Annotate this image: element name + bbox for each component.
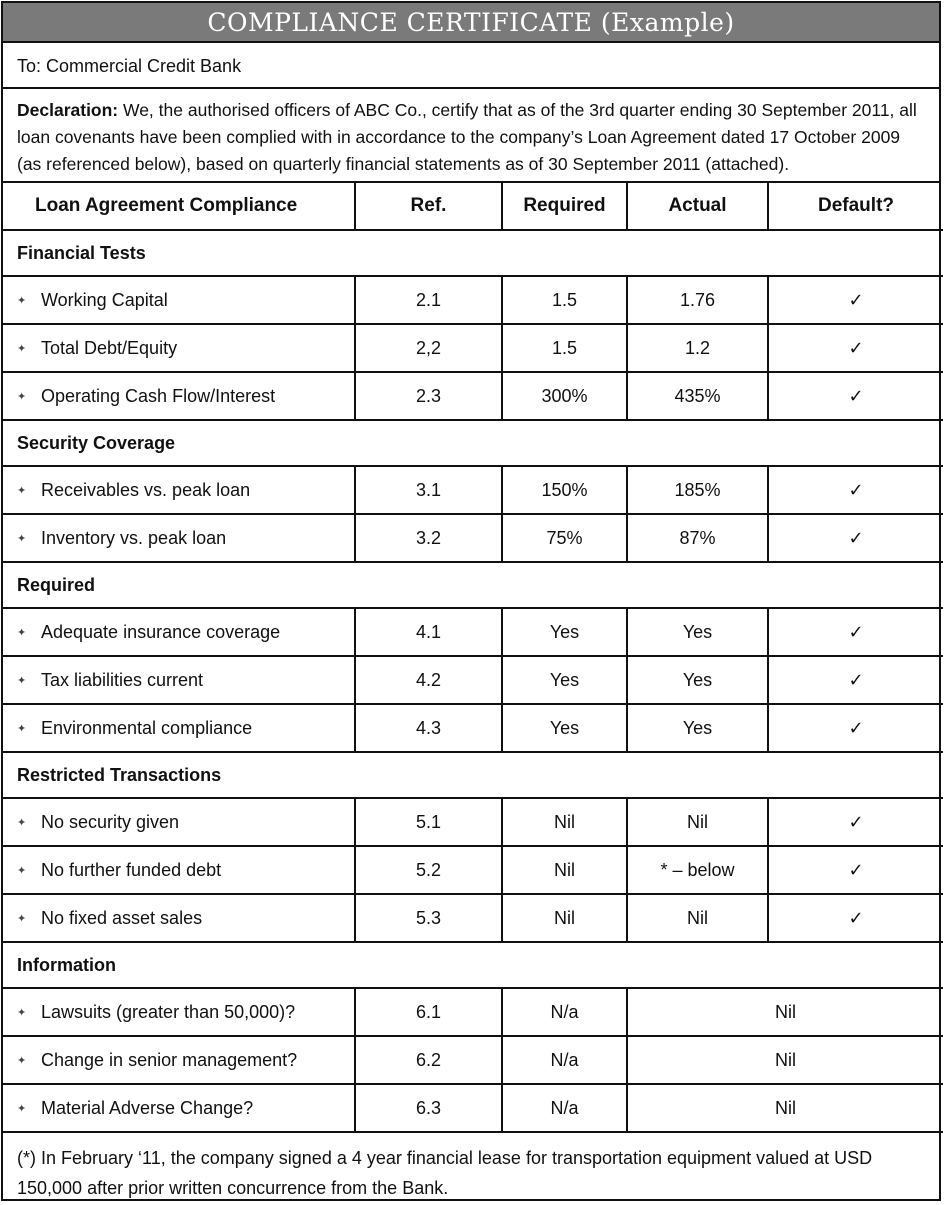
row-label: No security given (41, 811, 180, 832)
row-actual: * – below (627, 846, 768, 894)
header-ref: Ref. (355, 183, 502, 230)
diamond-bullet-icon: ✦ (17, 295, 27, 308)
row-label: Total Debt/Equity (41, 337, 178, 358)
table-row (3, 1084, 943, 1132)
row-default-check: ✓ (768, 704, 943, 752)
table-row (3, 656, 943, 704)
diamond-bullet-icon: ✦ (17, 485, 27, 498)
row-default-check: ✓ (768, 846, 943, 894)
diamond-bullet-icon: ✦ (17, 675, 27, 688)
diamond-bullet-icon: ✦ (17, 1007, 27, 1020)
row-ref: 4.3 (355, 704, 502, 752)
row-default-check: ✓ (768, 894, 943, 942)
row-default-check: ✓ (768, 798, 943, 846)
row-default-check: ✓ (768, 276, 943, 324)
row-default-check: ✓ (768, 466, 943, 514)
table-row (3, 1036, 943, 1084)
diamond-bullet-icon: ✦ (17, 1055, 27, 1068)
row-required: 1.5 (502, 276, 627, 324)
row-required: 300% (502, 372, 627, 420)
certificate-title: COMPLIANCE CERTIFICATE (Example) (3, 3, 939, 43)
diamond-bullet-icon: ✦ (17, 723, 27, 736)
table-row (3, 608, 943, 656)
row-required: Nil (502, 894, 627, 942)
row-actual-merged: Nil (627, 1036, 943, 1084)
row-actual: 1.76 (627, 276, 768, 324)
row-actual: Yes (627, 656, 768, 704)
row-required: N/a (502, 1084, 627, 1132)
diamond-bullet-icon: ✦ (17, 533, 27, 546)
diamond-bullet-icon: ✦ (17, 913, 27, 926)
row-ref: 6.1 (355, 988, 502, 1036)
diamond-bullet-icon: ✦ (17, 865, 27, 878)
row-label: Adequate insurance coverage (41, 621, 281, 642)
row-actual: 435% (627, 372, 768, 420)
row-required: Yes (502, 704, 627, 752)
row-required: Yes (502, 608, 627, 656)
row-label: Receivables vs. peak loan (41, 479, 251, 500)
row-required: Nil (502, 798, 627, 846)
row-actual: Nil (627, 894, 768, 942)
header-required: Required (502, 183, 627, 230)
row-actual-merged: Nil (627, 988, 943, 1036)
row-label: Environmental compliance (41, 717, 253, 738)
row-label: Working Capital (41, 289, 168, 310)
section-row (3, 420, 943, 466)
row-required: N/a (502, 1036, 627, 1084)
table-row (3, 988, 943, 1036)
row-ref: 2,2 (355, 324, 502, 372)
row-required: N/a (502, 988, 627, 1036)
row-actual: Yes (627, 704, 768, 752)
section-row (3, 230, 943, 276)
row-actual: 87% (627, 514, 768, 562)
to-line: To: Commercial Credit Bank (3, 43, 939, 89)
table-row (3, 466, 943, 514)
row-ref: 5.3 (355, 894, 502, 942)
row-required: 75% (502, 514, 627, 562)
section-financial-tests: Financial Tests (3, 230, 943, 276)
row-label: Tax liabilities current (41, 669, 204, 690)
row-ref: 3.2 (355, 514, 502, 562)
row-ref: 4.1 (355, 608, 502, 656)
header-compliance: Loan Agreement Compliance (3, 183, 355, 230)
table-row (3, 372, 943, 420)
diamond-bullet-icon: ✦ (17, 391, 27, 404)
row-ref: 6.2 (355, 1036, 502, 1084)
row-actual: Nil (627, 798, 768, 846)
row-actual-merged: Nil (627, 1084, 943, 1132)
row-required: 1.5 (502, 324, 627, 372)
row-label: Inventory vs. peak loan (41, 527, 227, 548)
row-default-check: ✓ (768, 324, 943, 372)
header-actual: Actual (627, 183, 768, 230)
row-label: Material Adverse Change? (41, 1097, 254, 1118)
section-security-coverage: Security Coverage (3, 420, 943, 466)
table-row (3, 894, 943, 942)
row-default-check: ✓ (768, 372, 943, 420)
row-ref: 5.1 (355, 798, 502, 846)
table-row (3, 324, 943, 372)
row-default-check: ✓ (768, 514, 943, 562)
section-information: Information (3, 942, 943, 988)
row-default-check: ✓ (768, 608, 943, 656)
diamond-bullet-icon: ✦ (17, 343, 27, 356)
declaration-label: Declaration: (17, 100, 119, 120)
declaration-text: We, the authorised officers of ABC Co., certify that as of the 3rd quarter ending 30 September 2011, all loan covenants have been complied with in accordance to the company’s Loan Agreement dated 17 October 2009 (as referenced below), based on quarterly financial statements as of 30 September 2011 (attached). (17, 100, 917, 174)
row-required: 150% (502, 466, 627, 514)
section-row (3, 562, 943, 608)
table-header-row (3, 183, 943, 230)
row-label: No fixed asset sales (41, 907, 203, 928)
diamond-bullet-icon: ✦ (17, 1103, 27, 1116)
row-required: Nil (502, 846, 627, 894)
section-restricted-transactions: Restricted Transactions (3, 752, 943, 798)
row-actual: 185% (627, 466, 768, 514)
compliance-certificate (1, 1, 941, 1201)
row-label: Lawsuits (greater than 50,000)? (41, 1001, 296, 1022)
row-ref: 2.3 (355, 372, 502, 420)
diamond-bullet-icon: ✦ (17, 817, 27, 830)
declaration (3, 89, 939, 183)
section-required: Required (3, 562, 943, 608)
row-required: Yes (502, 656, 627, 704)
table-row (3, 514, 943, 562)
row-ref: 3.1 (355, 466, 502, 514)
table-row (3, 846, 943, 894)
diamond-bullet-icon: ✦ (17, 627, 27, 640)
row-actual: 1.2 (627, 324, 768, 372)
footnote: (*) In February ‘11, the company signed a 4 year financial lease for transportation equipment valued at USD 150,000 after prior written concurrence from the Bank. (17, 1148, 873, 1198)
section-row (3, 752, 943, 798)
row-ref: 4.2 (355, 656, 502, 704)
compliance-table (3, 183, 943, 1133)
row-ref: 2.1 (355, 276, 502, 324)
header-default: Default? (768, 183, 943, 230)
row-label: Change in senior management? (41, 1049, 298, 1070)
row-label: No further funded debt (41, 859, 222, 880)
row-actual: Yes (627, 608, 768, 656)
section-row (3, 942, 943, 988)
table-row (3, 276, 943, 324)
table-row (3, 704, 943, 752)
row-default-check: ✓ (768, 656, 943, 704)
row-label: Operating Cash Flow/Interest (41, 385, 276, 406)
row-ref: 5.2 (355, 846, 502, 894)
row-ref: 6.3 (355, 1084, 502, 1132)
table-row (3, 798, 943, 846)
